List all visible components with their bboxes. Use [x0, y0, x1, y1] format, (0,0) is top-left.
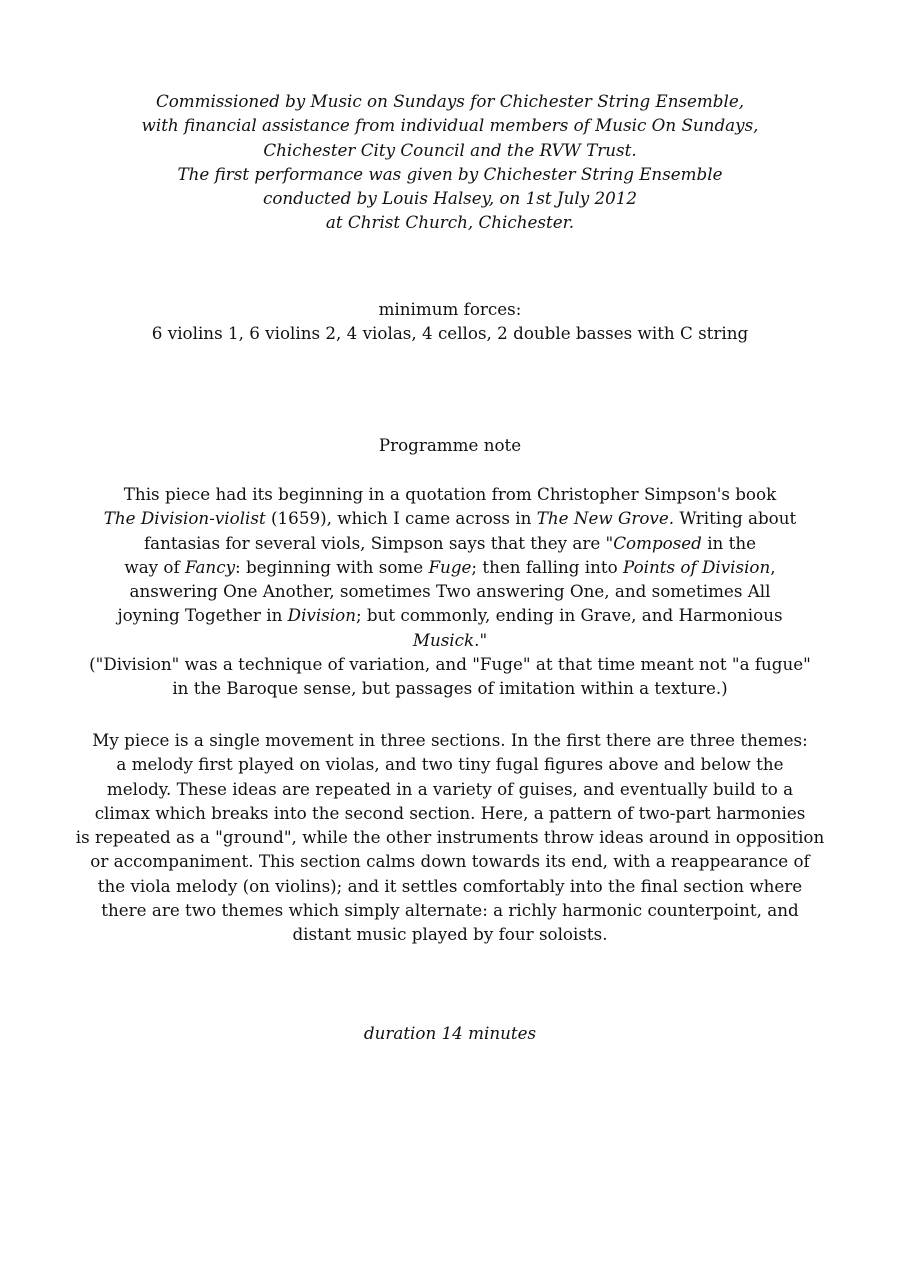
paragraph-line: climax which breaks into the second section. Here, a pattern of two-part harmonies — [94, 802, 806, 823]
credits-line: at Christ Church, Chichester. — [325, 212, 575, 233]
credits-line: Commissioned by Music on Sundays for Chichester String Ensemble, — [155, 91, 745, 111]
forces-list: 6 violins 1, 6 violins 2, 4 violas, 4 cellos, 2 double basses with C string — [151, 323, 749, 344]
programme-note-heading: Programme note — [378, 435, 522, 455]
paragraph-line: fantasias for several viols, Simpson says that they are "Composed in the — [143, 532, 757, 553]
paragraph-line: in the Baroque sense, but passages of imitation within a texture.) — [172, 678, 728, 699]
paragraph-line: is repeated as a "ground", while the other instruments throw ideas around in opposition — [75, 827, 825, 848]
paragraph-line: ("Division" was a technique of variation, and "Fuge" at that time meant not "a fugue" — [89, 654, 811, 675]
credits-line: The first performance was given by Chichester String Ensemble — [177, 163, 723, 184]
programme-note-paragraph-2 — [0, 728, 900, 947]
paragraph-line: joyning Together in Division; but commonly, ending in Grave, and Harmonious — [117, 605, 783, 626]
credits-line: with financial assistance from individual members of Music On Sundays, — [141, 115, 759, 136]
duration: duration 14 minutes — [363, 1023, 537, 1043]
paragraph-line: way of Fancy: beginning with some Fuge; then falling into Points of Division, — [124, 556, 776, 577]
paragraph-line: This piece had its beginning in a quotation from Christopher Simpson's book — [123, 484, 777, 504]
paragraph-line: or accompaniment. This section calms down towards its end, with a reappearance of — [90, 851, 810, 872]
forces-heading: minimum forces: — [378, 299, 522, 319]
credits-line: conducted by Louis Halsey, on 1st July 2012 — [262, 188, 638, 209]
paragraph-line: a melody first played on violas, and two tiny fugal figures above and below the — [116, 754, 784, 775]
paragraph-line: distant music played by four soloists. — [292, 924, 608, 945]
minimum-forces — [0, 297, 900, 346]
commission-credits — [0, 89, 900, 235]
paragraph-line: The Division-violist (1659), which I came across in The New Grove. Writing about — [103, 508, 797, 529]
programme-note-paragraph-1 — [0, 482, 900, 701]
paragraph-line: the viola melody (on violins); and it settles comfortably into the final section where — [97, 875, 803, 896]
paragraph-line: there are two themes which simply alternate: a richly harmonic counterpoint, and — [101, 900, 799, 921]
paragraph-line: Musick." — [412, 629, 488, 650]
paragraph-line: melody. These ideas are repeated in a variety of guises, and eventually build to a — [106, 778, 794, 799]
credits-line: Chichester City Council and the RVW Trust. — [263, 139, 637, 160]
paragraph-line: My piece is a single movement in three sections. In the first there are three themes: — [92, 730, 808, 750]
paragraph-line: answering One Another, sometimes Two answering One, and sometimes All — [129, 581, 771, 602]
